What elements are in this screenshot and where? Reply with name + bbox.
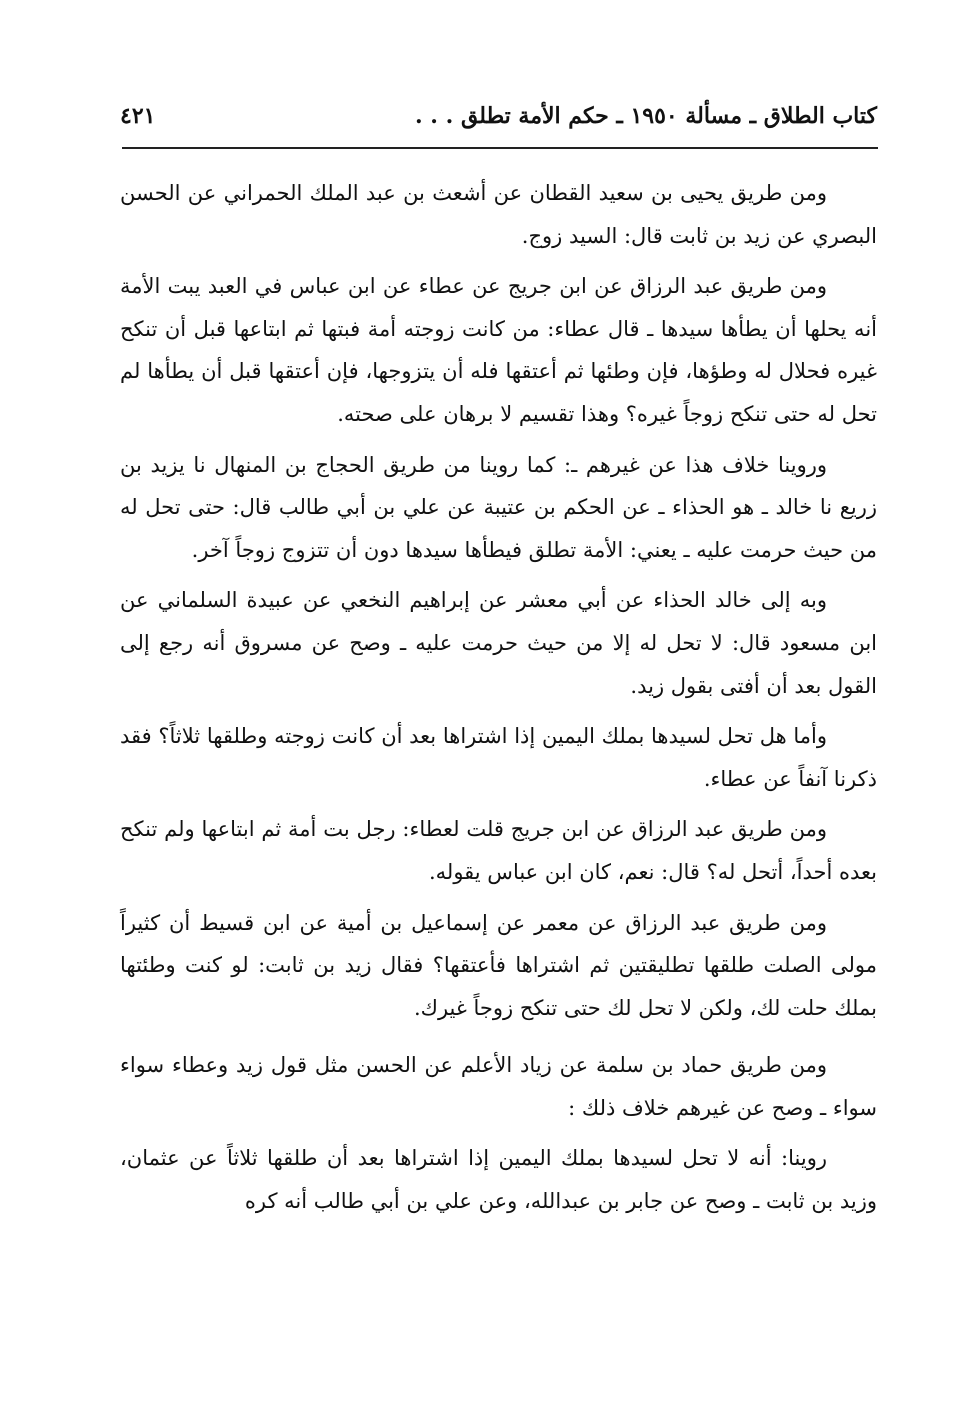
running-title: كتاب الطلاق ـ مسألة ١٩٥٠ ـ حكم الأمة تطلق . . .: [414, 103, 877, 129]
body-text: [120, 172, 877, 1223]
header-rule: [122, 147, 878, 149]
paragraph: ومن طريق عبد الرزاق عن ابن جريج قلت لعطاء: رجل بت أمة ثم ابتاعها ولم تنكح بعده أحداً، أتحل له؟ قال: نعم، كان ابن عباس يقوله.: [120, 817, 877, 884]
paragraph: ومن طريق عبد الرزاق عن معمر عن إسماعيل بن أمية عن ابن قسيط أن كثيراً مولى الصلت طلقها تطليقتين ثم اشتراها فأعتقها؟ فقال زيد بن ثابت: لو كنت وطئتها بملك حلت لك، ولكن لا تحل لك حتى تنكح زوجاً غيرك.: [120, 910, 877, 1020]
paragraph: روينا: أنه لا تحل لسيدها بملك اليمين إذا اشتراها بعد أن طلقها ثلاثاً عن عثمان، وزيد بن ثابت ـ وصح عن جابر بن عبدالله، وعن علي بن أبي طالب أنه كره: [120, 1146, 877, 1214]
paragraph: ومن طريق عبد الرزاق عن ابن جريج عن عطاء عن ابن عباس في العبد يبت الأمة أنه يحلها أن يطأها سيدها ـ قال عطاء: من كانت زوجته أمة فبتها ثم ابتاعها قبل أن تنكح غيره فحلال له وطؤها، فإن وطئها ثم أعتقها فله أن يتزوجها، فإن أعتقها قبل أن يطأها لم تحل له حتى تنكح زوجاً غيره؟ وهذا تقسيم لا برهان على صحته.: [120, 274, 877, 426]
page-header: [120, 96, 877, 136]
paragraph: وبه إلى خالد الحذاء عن أبي معشر عن إبراهيم النخعي عن عبيدة السلماني عن ابن مسعود قال: لا تحل له إلا من حيث حرمت عليه ـ وصح عن مسروق أنه رجع إلى القول بعد أن أفتى بقول زيد.: [120, 588, 877, 698]
paragraph: وأما هل تحل لسيدها بملك اليمين إذا اشتراها بعد أن كانت زوجته وطلقها ثلاثاً؟ فقد ذكرنا آنفاً عن عطاء.: [120, 724, 877, 791]
paragraph: ومن طريق حماد بن سلمة عن زياد الأعلم عن الحسن مثل قول زيد وعطاء سواء سواء ـ وصح عن غيرهم خلاف ذلك :: [120, 1053, 877, 1120]
paragraph: ومن طريق يحيى بن سعيد القطان عن أشعث بن عبد الملك الحمراني عن الحسن البصري عن زيد بن ثابت قال: السيد زوج.: [120, 181, 877, 248]
paragraph: وروينا خلاف هذا عن غيرهم ـ: كما روينا من طريق الحجاج بن المنهال نا يزيد بن زريع نا خالد ـ هو الحذاء ـ عن الحكم بن عتيبة عن علي بن أبي طالب قال: حتى تحل له من حيث حرمت عليه ـ يعني: الأمة تطلق فيطأها سيدها دون أن تتزوج زوجاً آخر.: [120, 452, 877, 562]
page-number: ٤٢١: [120, 103, 156, 129]
